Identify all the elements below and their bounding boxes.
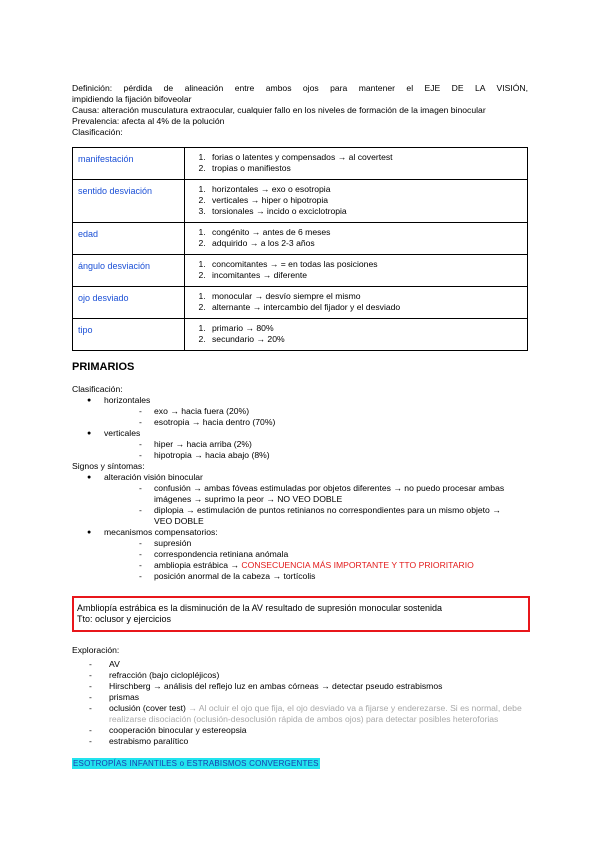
list-item: 1. forias o latentes y compensados → al covertest bbox=[208, 152, 522, 163]
section-heading-primarios: PRIMARIOS bbox=[72, 361, 135, 373]
list-item: ● horizontales - exo → hacia fuera (20%) - esotropia → hacia dentro (70%) bbox=[85, 395, 528, 428]
list-item: - hipotropia → hacia abajo (8%) bbox=[138, 450, 528, 461]
list-item: 1. monocular → desvío siempre el mismo bbox=[208, 291, 522, 302]
table-key: tipo bbox=[73, 319, 185, 351]
list-item: 2. adquirido → a los 2-3 años bbox=[208, 238, 522, 249]
list-item: - correspondencia retiniana anómala bbox=[138, 549, 528, 560]
list-item: - diplopia → estimulación de puntos retinianos no correspondientes para un mismo objeto → VEO DOBLE bbox=[138, 505, 528, 527]
list-item: 1. primario → 80% bbox=[208, 323, 522, 334]
table-key: edad bbox=[73, 223, 185, 255]
list-item: 2. verticales → hiper o hipotropia bbox=[208, 195, 522, 206]
list-item: ● alteración visión binocular - confusión → ambas fóveas estimuladas por objetos diferentes → no puedo procesar ambas imágenes → suprimo la peor → NO VEO DOBLE - diplopia → estimulación de puntos retinianos no correspondientes para un mismo objeto → VEO DOBLE bbox=[85, 472, 528, 527]
table-key: ángulo desviación bbox=[73, 255, 185, 287]
classification-label: Clasificación: bbox=[72, 384, 123, 394]
highlighted-heading: ESOTROPÍAS INFANTILES o ESTRABISMOS CONVERGENTES bbox=[73, 759, 319, 768]
cause-line: Causa: alteración musculatura extraocular, cualquier fallo en los niveles de formación de la imagen binocular bbox=[72, 105, 486, 115]
classification-label: Clasificación: bbox=[72, 127, 123, 137]
list-item: 3. torsionales → incido o exciclotropia bbox=[208, 206, 522, 217]
list-item: - prismas bbox=[87, 692, 528, 703]
list-item: - posición anormal de la cabeza → tortícolis bbox=[138, 571, 528, 582]
table-value bbox=[185, 287, 528, 319]
list-item: - refracción (bajo ciclopléjicos) bbox=[87, 670, 528, 681]
callout-line: Tto: oclusor y ejercicios bbox=[77, 614, 172, 624]
list-item: ● verticales - hiper → hacia arriba (2%) - hipotropia → hacia abajo (8%) bbox=[85, 428, 528, 461]
table-value bbox=[185, 319, 528, 351]
list-item: - cooperación binocular y estereopsia bbox=[87, 725, 528, 736]
classification-table bbox=[72, 147, 528, 351]
list-item: - AV bbox=[87, 659, 528, 670]
list-item: - hiper → hacia arriba (2%) bbox=[138, 439, 528, 450]
prevalence-line: Prevalencia: afecta al 4% de la polución bbox=[72, 116, 225, 126]
table-row bbox=[73, 255, 528, 287]
list-item: - exo → hacia fuera (20%) bbox=[138, 406, 528, 417]
table-key: manifestación bbox=[73, 148, 185, 180]
list-item: - oclusión (cover test) → Al ocluir el ojo que fija, el ojo desviado va a fijarse y enderezarse. Si es normal, debe realizarse disociación (oclusión-desoclusión rápida de ambos ojos) para detectar posibles heteroforias bbox=[87, 703, 528, 725]
list-item: - confusión → ambas fóveas estimuladas por objetos diferentes → no puedo procesar ambas imágenes → suprimo la peor → NO VEO DOBLE bbox=[138, 483, 528, 505]
cover-test-note: → Al ocluir el ojo que fija, el ojo desviado va a fijarse y enderezarse. Si es normal, debe realizarse disociación (oclusión-desoclusión rápida de ambos ojos) para detectar posibles heteroforias bbox=[109, 703, 522, 724]
list-item: - Hirschberg → análisis del reflejo luz en ambas córneas → detectar pseudo estrabismos bbox=[87, 681, 528, 692]
table-row bbox=[73, 223, 528, 255]
document-page bbox=[72, 83, 528, 769]
list-item: - esotropia → hacia dentro (70%) bbox=[138, 417, 528, 428]
table-value bbox=[185, 148, 528, 180]
table-value bbox=[185, 255, 528, 287]
priority-note: CONSECUENCIA MÁS IMPORTANTE Y TTO PRIORITARIO bbox=[241, 560, 474, 570]
callout-line: Ambliopía estrábica es la disminución de la AV resultado de supresión monocular sostenida bbox=[77, 603, 443, 613]
list-item: ● mecanismos compensatorios: - supresión - correspondencia retiniana anómala - ambliopia estrábica → CONSECUENCIA MÁS IMPORTANTE Y TTO PRIORITARIO - posición anormal de la cabeza → tortícolis bbox=[85, 527, 528, 582]
table-key: ojo desviado bbox=[73, 287, 185, 319]
exploration-label: Exploración: bbox=[72, 645, 120, 655]
list-item: - ambliopia estrábica → CONSECUENCIA MÁS IMPORTANTE Y TTO PRIORITARIO bbox=[138, 560, 528, 571]
table-value bbox=[185, 223, 528, 255]
table-row bbox=[73, 287, 528, 319]
list-item: - supresión bbox=[138, 538, 528, 549]
table-row bbox=[73, 148, 528, 180]
signs-label: Signos y síntomas: bbox=[72, 461, 145, 471]
list-item: 2. tropias o manifiestos bbox=[208, 163, 522, 174]
list-item: 1. concomitantes → = en todas las posiciones bbox=[208, 259, 522, 270]
table-value bbox=[185, 180, 528, 223]
amblyopia-callout-box bbox=[72, 596, 530, 632]
list-item: 1. congénito → antes de 6 meses bbox=[208, 227, 522, 238]
table-key: sentido desviación bbox=[73, 180, 185, 223]
definition-continuation: impidiendo la fijación bifoveolar bbox=[72, 94, 192, 104]
table-row bbox=[73, 319, 528, 351]
definition-line: Definición: pérdida de alineación entre ambos ojos para mantener el EJE DE LA VISIÓN, bbox=[72, 83, 528, 93]
list-item: 2. incomitantes → diferente bbox=[208, 270, 522, 281]
list-item: 2. secundario → 20% bbox=[208, 334, 522, 345]
list-item: 1. horizontales → exo o esotropia bbox=[208, 184, 522, 195]
list-item: 2. alternante → intercambio del fijador y el desviado bbox=[208, 302, 522, 313]
table-row bbox=[73, 180, 528, 223]
list-item: - estrabismo paralítico bbox=[87, 736, 528, 747]
